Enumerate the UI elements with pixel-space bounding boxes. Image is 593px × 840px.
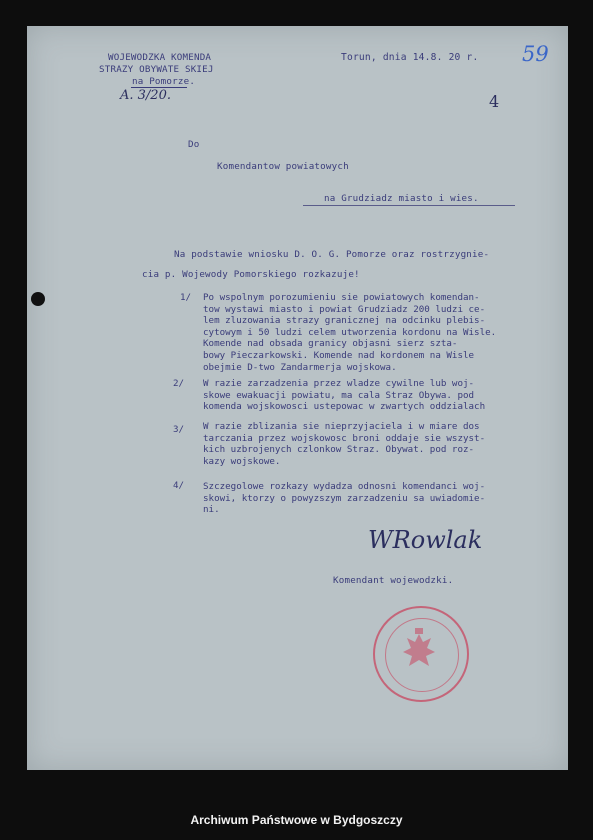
point-4-line: Szczegolowe rozkazy wydadza odnosni komendanci woj-: [203, 481, 486, 492]
point-1-line: cytowym i 50 ludzi celem utworzenia kordonu na Wisle.: [203, 326, 497, 338]
archive-page-number: 59: [522, 42, 549, 66]
point-2-line: komenda wojskowosci ustepowac w zwartych oddzialach: [203, 401, 486, 413]
org-line-2: STRAZY OBYWATE SKIEJ: [99, 64, 214, 75]
point-4-line: ni.: [203, 504, 220, 516]
point-1-line: bowy Pieczarkowski. Komende nad kordonem na Wisle: [203, 349, 475, 361]
intro-line-1: Na podstawie wniosku D. O. G. Pomorze oraz rostrzygnie-: [174, 249, 490, 260]
point-1-line: Po wspolnym porozumieniu sie powiatowych komendan-: [203, 292, 480, 303]
point-1-line: obejmie D-two Zandarmerja wojskowa.: [203, 361, 397, 373]
point-3-line: W razie zblizania sie nieprzyjaciela i w miare dos: [203, 421, 480, 432]
point-2-number: 2/: [173, 378, 185, 389]
eagle-emblem-icon: [373, 606, 465, 698]
point-3-number: 3/: [173, 424, 185, 435]
reference-number: A. 3/20.: [120, 88, 171, 103]
punch-hole: [31, 292, 45, 306]
point-2-line: skowe ewakuacji powiatu, ma cala Straz Obywa. pod: [203, 389, 475, 401]
org-line-1: WOJEWODZKA KOMENDA: [108, 52, 212, 63]
point-4-line: skowi, ktorzy o powyzszym zarzadzeniu sa uwiadomie-: [203, 492, 486, 504]
addressee-location: na Grudziadz miasto i wies.: [324, 193, 479, 204]
point-3-line: kazy wojskowe.: [203, 455, 281, 467]
addressee-name: Komendantow powiatowych: [217, 161, 349, 172]
addressee-to: Do: [188, 139, 200, 150]
org-line-3: na Pomorze.: [132, 76, 196, 87]
point-1-text: [203, 292, 496, 373]
point-2-line: W razie zarzadzenia przez wladze cywilne lub woj-: [203, 378, 475, 389]
page-mark: 4: [489, 92, 500, 111]
point-1-line: tow wystawi miasto i powiat Grudziadz 200 ludzi ce-: [203, 303, 486, 315]
point-3-line: tarczania przez wojskowosc broni oddaje sie wszyst-: [203, 432, 486, 444]
official-stamp: [373, 606, 469, 702]
point-4-text: [203, 481, 485, 516]
archive-footer: Archiwum Państwowe w Bydgoszczy: [0, 800, 593, 840]
intro-line-2: cia p. Wojewody Pomorskiego rozkazuje!: [142, 269, 360, 280]
point-1-number: 1/: [180, 292, 192, 303]
place-date: Torun, dnia 14.8. 20 r.: [341, 52, 479, 63]
point-2-text: [203, 378, 485, 413]
point-3-text: [203, 421, 485, 467]
handwritten-signature: WRowlak: [368, 526, 483, 554]
point-1-line: Komende nad obsada granicy objasni sierz szta-: [203, 338, 458, 350]
point-1-line: lem zluzowania strazy granicznej na odcinku plebis-: [203, 315, 486, 327]
location-underline: [303, 205, 515, 206]
point-3-line: kich uzbrojenych czlonkow Straz. Obywat. pod roz-: [203, 444, 475, 456]
point-4-number: 4/: [173, 480, 185, 491]
signature-title: Komendant wojewodzki.: [333, 575, 454, 586]
